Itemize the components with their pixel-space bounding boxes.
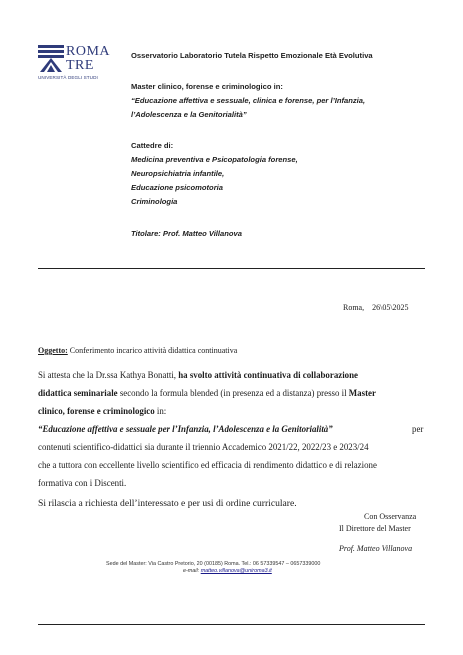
- cattedra-item: Medicina preventiva e Psicopatologia forense,: [131, 155, 298, 164]
- oggetto-label: Oggetto:: [38, 346, 68, 355]
- observatory-title: Osservatorio Laboratorio Tutela Rispetto Emozionale Età Evolutiva: [131, 51, 373, 60]
- body-line: contenuti scientifico-didattici sia durante il triennio Accademico 2021/22, 2022/23 e 2023/24: [38, 442, 369, 452]
- body-bold-text: clinico, forense e criminologico: [38, 406, 155, 416]
- body-bold-italic-text: “Educazione affettiva e sessuale per l’Infanzia, l’Adolescenza e la Genitorialità”: [38, 424, 333, 434]
- logo-subtitle: UNIVERSITÀ DEGLI STUDI: [38, 75, 98, 80]
- place-date: Roma, 26\05\2025: [343, 303, 409, 312]
- oggetto-text: Conferimento incarico attività didattica continuativa: [67, 346, 238, 355]
- logo-tre-text: TRE: [66, 58, 94, 73]
- logo-roma-text: ROMA: [66, 44, 111, 59]
- footer-address: Sede del Master: Via Castro Pretorio, 20 (00185) Roma. Tel.: 06 57339547 – 0657339000: [106, 561, 321, 567]
- body-text: Si attesta che la Dr.ssa Kathya Bonatti,: [38, 370, 179, 380]
- master-intro: Master clinico, forense e criminologico in:: [131, 82, 283, 91]
- roma-tre-emblem-icon: [38, 45, 66, 73]
- cattedra-item: Educazione psicomotoria: [131, 183, 223, 192]
- body-text: secondo la formula blended (in presenza ed a distanza) presso il: [117, 388, 349, 398]
- cattedre-label: Cattedre di:: [131, 141, 174, 150]
- body-line: [38, 423, 333, 435]
- footer-divider: [38, 624, 425, 625]
- body-line: Si rilascia a richiesta dell’interessato e per usi di ordine curriculare.: [38, 498, 297, 509]
- closing-salutation: Con Osservanza: [364, 512, 417, 521]
- footer-email-line: [183, 568, 272, 574]
- oggetto-line: [38, 345, 237, 357]
- body-text: per: [412, 424, 424, 434]
- body-text: in:: [154, 406, 167, 416]
- body-line: che a tuttora con eccellente livello scientifico ed efficacia di rendimento didattico e di relazione: [38, 460, 377, 470]
- body-line: [38, 369, 358, 381]
- cattedra-item: Neuropsichiatria infantile,: [131, 169, 225, 178]
- footer-email-label: e-mail:: [183, 568, 201, 574]
- body-line: [38, 387, 376, 399]
- body-bold-text: ha svolto attività continuativa di collaborazione: [178, 370, 358, 380]
- master-title-line-2: l’Adolescenza e la Genitorialità”: [131, 110, 247, 119]
- body-line: [38, 405, 166, 417]
- master-title-line-1: “Educazione affettiva e sessuale, clinica e forense, per l’Infanzia,: [131, 96, 366, 105]
- titolare: Titolare: Prof. Matteo Villanova: [131, 229, 242, 238]
- signature-name: Prof. Matteo Villanova: [339, 544, 413, 553]
- body-bold-text: Master: [348, 388, 376, 398]
- cattedra-item: Criminologia: [131, 197, 178, 206]
- university-logo: [38, 45, 110, 83]
- body-line: formativa con i Discenti.: [38, 478, 127, 488]
- header-divider: [38, 268, 425, 269]
- body-bold-text: didattica seminariale: [38, 388, 118, 398]
- closing-role: Il Direttore del Master: [339, 524, 411, 533]
- footer-email-link[interactable]: matteo.villanova@uniroma3.it: [200, 568, 272, 574]
